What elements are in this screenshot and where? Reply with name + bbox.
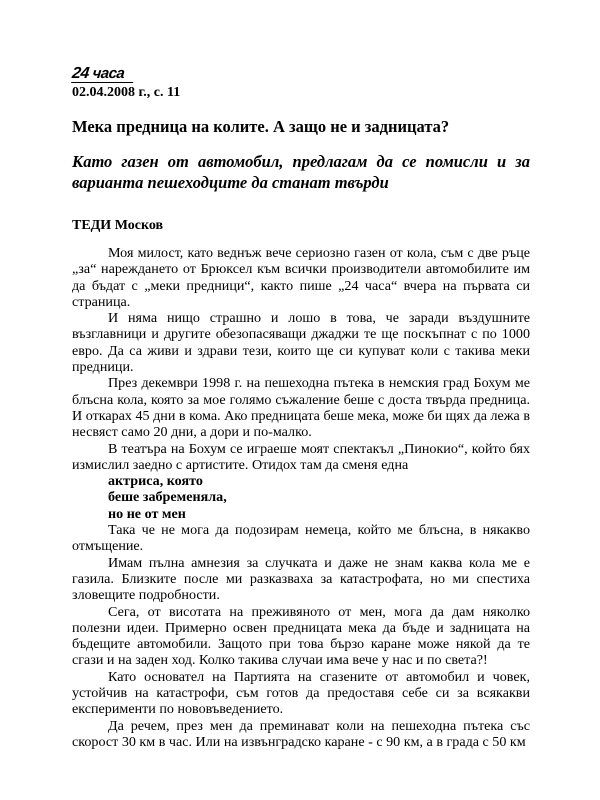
body-paragraph: Така че не мога да подозирам немеца, който ме блъсна, в някакво отмъщение. <box>72 522 530 555</box>
body-paragraph: В театъра на Бохум се играеше моят спектакъл „Пинокио“, който бях измислил заедно с артистите. Отидох там да сменя една <box>72 440 530 473</box>
logo-number: 24 <box>71 65 90 82</box>
newspaper-logo <box>71 66 135 83</box>
article-author: ТЕДИ Москов <box>72 218 164 233</box>
verse-line: беше забременяла, <box>108 489 227 506</box>
body-paragraph: Имам пълна амнезия за случката и даже не знам каква кола ме е газила. Близките после ми разказваха за катастрофата, но ми спестиха зловещите подробности. <box>72 554 530 604</box>
article-headline: Мека предница на колите. А защо не и задницата? <box>72 117 450 136</box>
body-paragraph: И няма нищо страшно и лошо в това, че заради въздушните възглавници и другите обезопасяващи джаджи те ще поскъпнат с по 1000 евро. Да са живи и здрави тези, които ще си купуват коли с такива меки предници. <box>72 310 530 376</box>
body-paragraph: Сега, от висотата на преживяното от мен, мога да дам няколко полезни идеи. Примерно освен предницата мека да бъде и задницата на бъдещите автомобили. Защото при това бързо каране може някой да те сгази и на заден ход. Колко такива случаи има вече у нас и по света?! <box>72 603 530 669</box>
article-body <box>72 245 530 750</box>
body-paragraph: През декември 1998 г. на пешеходна пътека в немския град Бохум ме блъсна кола, която за мое голямо съжаление беше с доста твърда предница. И откарах 45 дни в кома. Ако предницата беше мека, може би щях да лежа в несвяст само 20 дни, а дори и по-малко. <box>72 375 530 441</box>
dateline: 02.04.2008 г., с. 11 <box>72 85 181 100</box>
verse-line: актриса, която <box>108 473 203 490</box>
body-paragraph: Моя милост, като веднъж вече сериозно газен от кола, съм с две ръце „за“ нареждането от Брюксел към всички производители автомобилите им да бъдат с „меки предници“, както пише „24 часа“ вчера на първата си страница. <box>72 245 530 310</box>
logo-word: часа <box>91 65 126 82</box>
verse-line: но не от мен <box>108 505 186 522</box>
body-paragraph: Като основател на Партията на сгазените от автомобил и човек, устойчив на катастрофи, съм готов да предоставя себе си за всякакви експерименти по нововъведението. <box>72 668 530 718</box>
body-paragraph: Да речем, през мен да преминават коли на пешеходна пътека със скорост 30 км в час. Или на извънградско каране - с 90 км, а в града с 50 км <box>72 717 530 750</box>
article-subheadline: Като газен от автомобил, предлагам да се помисли и за варианта пешеходците да станат твърди <box>72 152 530 192</box>
